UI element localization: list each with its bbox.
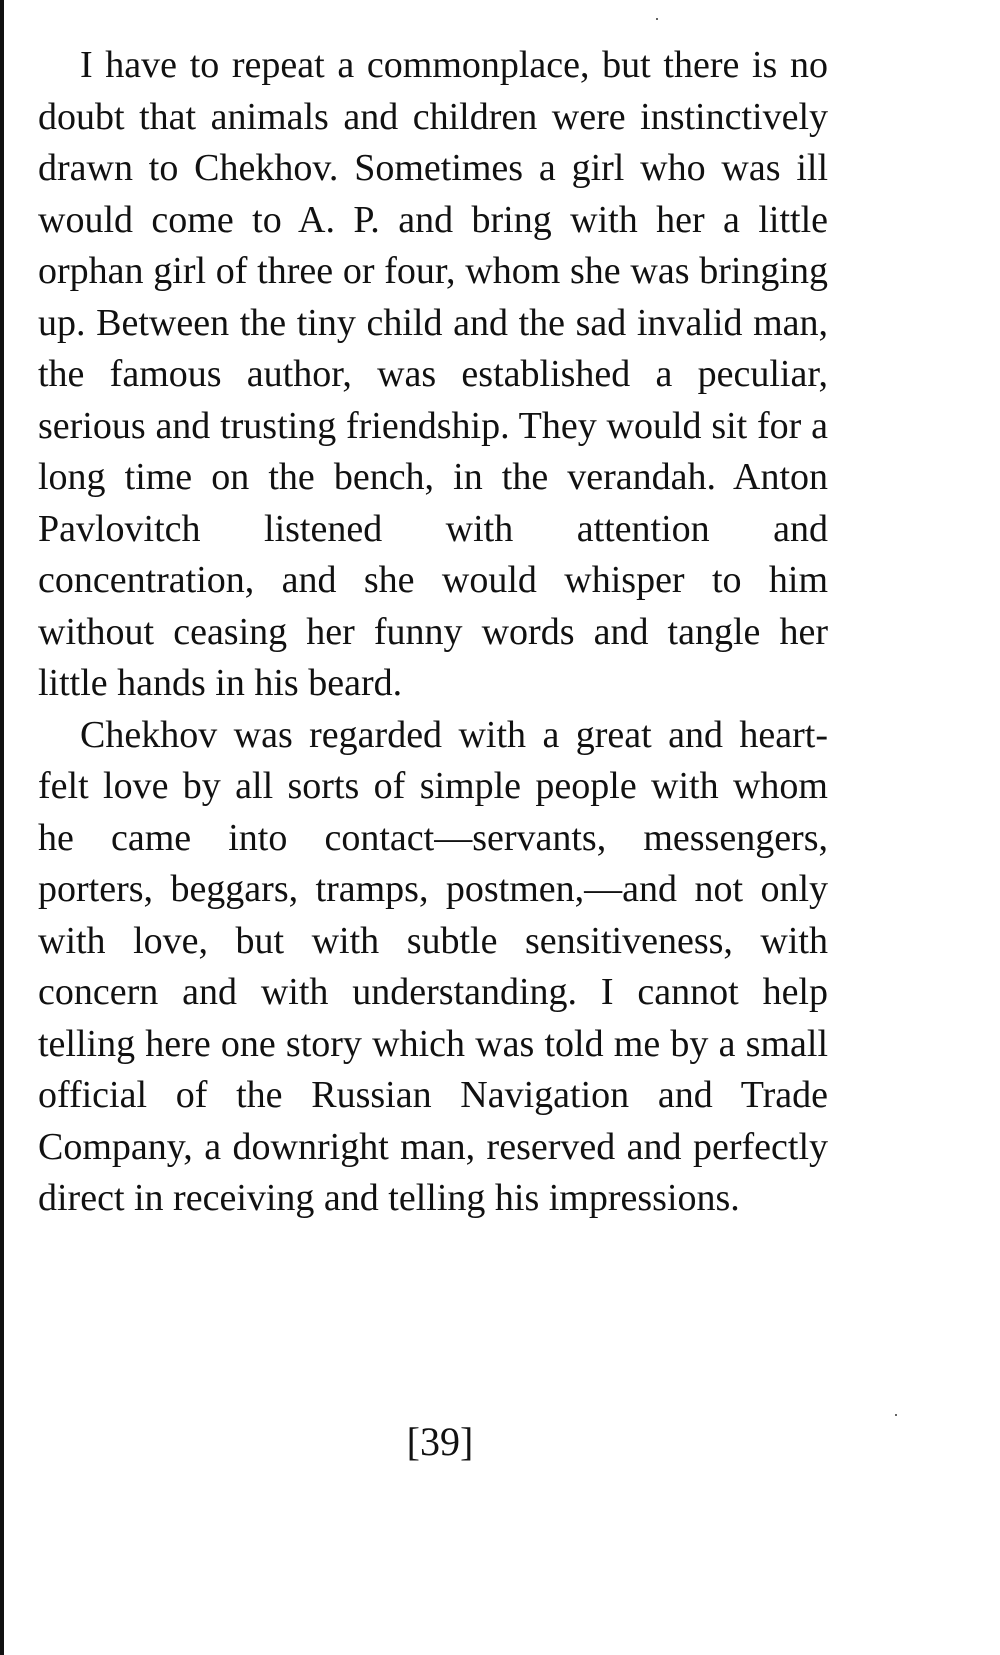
scan-speck [656,18,658,20]
scan-speck [895,1414,897,1416]
paragraph-1: I have to repeat a commonplace, but there is no doubt that animals and children were instinctively drawn to Chekhov. Sometimes a girl who was ill would come to A. P. and bring with her a little orphan girl of three or four, whom she was bringing up. Between the tiny child and the sad invalid man, the famous author, was established a peculiar, serious and trusting friendship. They would sit for a long time on the bench, in the verandah. Anton Pavlovitch listened with attention and concentration, and she would whisper to him without ceasing her funny words and tangle her little hands in his beard. [38,44,828,704]
page-number: [39] [406,1419,474,1464]
body-text [38,40,828,1225]
page-binding-edge [0,0,4,1655]
paragraph-2: Chekhov was regarded with a great and heart-felt love by all sorts of simple people with whom he came into contact—servants, messengers, porters, beggars, tramps, postmen,—and not only with love, but with subtle sensitiveness, with concern and with understanding. I cannot help telling here one story which was told me by a small official of the Russian Navigation and Trade Company, a downright man, reserved and perfectly direct in receiving and telling his impressions. [38,713,828,1219]
